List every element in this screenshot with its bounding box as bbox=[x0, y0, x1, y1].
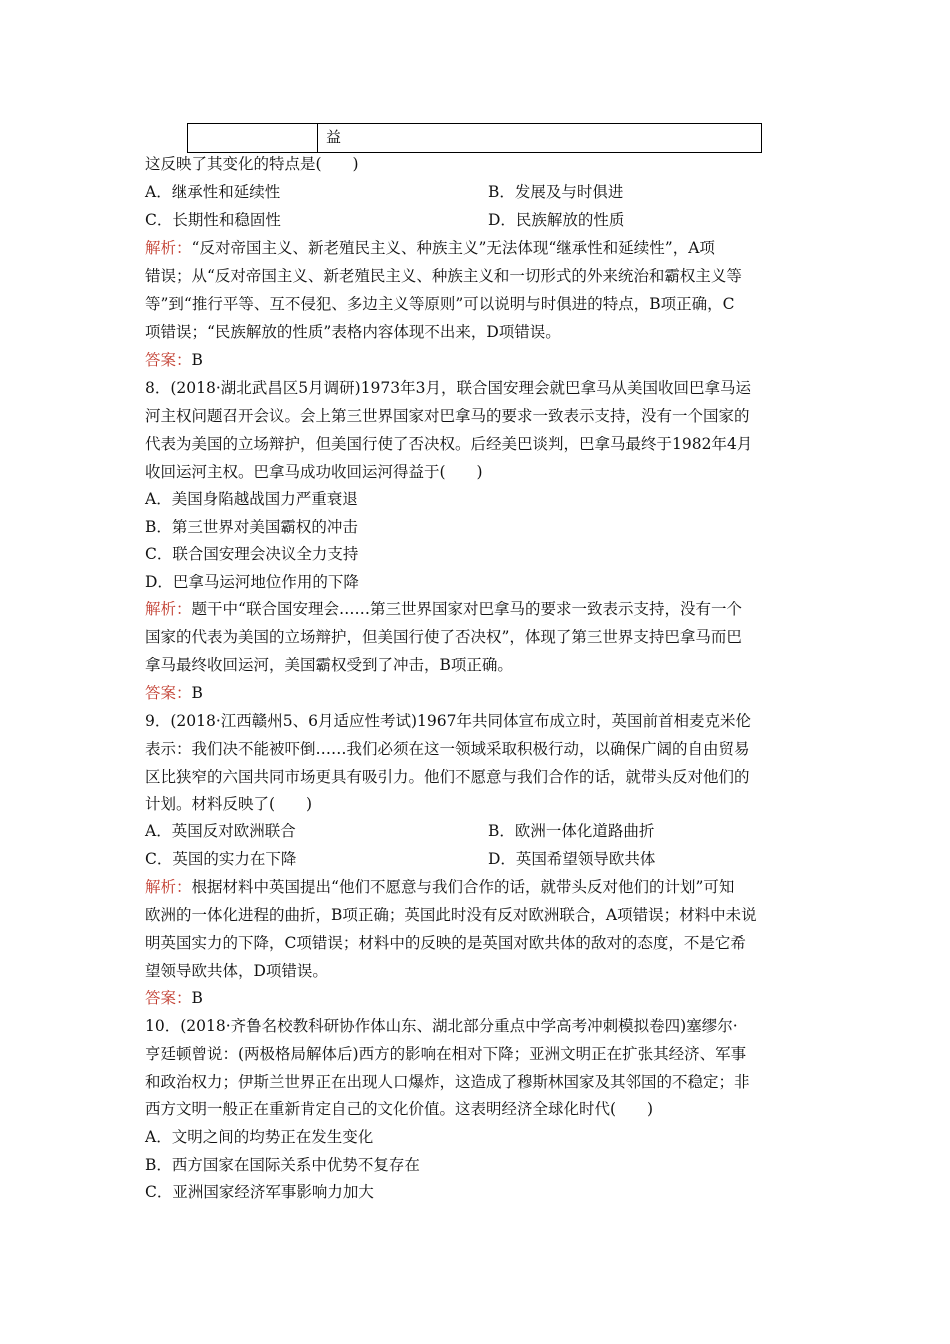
q8-stem-line-1: 8．(2018·湖北武昌区5月调研)1973年3月，联合国安理会就巴拿马从美国收回巴拿马运 bbox=[145, 379, 752, 397]
q7-options-row-1 bbox=[145, 182, 810, 202]
q8-stem-line-3: 代表为美国的立场辩护，但美国行使了否决权。后经美巴谈判，巴拿马最终于1982年4月 bbox=[145, 435, 753, 453]
q8-answer-label: 答案： bbox=[145, 684, 192, 702]
q9-stem-line-2: 表示：我们决不能被吓倒……我们必须在这一领域采取积极行动，以确保广阔的自由贸易 bbox=[145, 740, 750, 758]
q7-analysis-line-4: 项错误；“民族解放的性质”表格内容体现不出来，D项错误。 bbox=[145, 323, 561, 341]
table-cell-right: 益 bbox=[326, 128, 342, 146]
q10-option-c: C．亚洲国家经济军事影响力加大 bbox=[145, 1183, 374, 1201]
q7-analysis-label: 解析： bbox=[145, 239, 192, 257]
q7-option-b: B．发展及与时俱进 bbox=[488, 183, 624, 201]
q8-option-c: C．联合国安理会决议全力支持 bbox=[145, 545, 359, 563]
q7-option-c: C．长期性和稳固性 bbox=[145, 211, 281, 229]
q10-stem-line-1: 10．(2018·齐鲁名校教科研协作体山东、湖北部分重点中学高考冲刺模拟卷四)塞缪尔· bbox=[145, 1017, 738, 1035]
q8-stem-line-2: 河主权问题召开会议。会上第三世界国家对巴拿马的要求一致表示支持，没有一个国家的 bbox=[145, 407, 750, 425]
q10-option-b: B．西方国家在国际关系中优势不复存在 bbox=[145, 1156, 420, 1174]
q8-option-b: B．第三世界对美国霸权的冲击 bbox=[145, 518, 358, 536]
q9-option-b: B．欧洲一体化道路曲折 bbox=[488, 822, 655, 840]
q10-stem-line-2: 亨廷顿曾说：(两极格局解体后)西方的影响在相对下降；亚洲文明正在扩张其经济、军事 bbox=[145, 1045, 747, 1063]
q7-answer-value: B bbox=[191, 351, 203, 369]
q9-analysis-line-1 bbox=[145, 877, 810, 897]
q7-analysis-text-1: “反对帝国主义、新老殖民主义、种族主义”无法体现“继承性和延续性”，A项 bbox=[191, 239, 715, 257]
q7-answer-label: 答案： bbox=[145, 351, 192, 369]
q9-answer-value: B bbox=[191, 989, 203, 1007]
q7-stem-end: 这反映了其变化的特点是( ) bbox=[145, 155, 359, 173]
q9-stem-line-3: 区比狭窄的六国共同市场更具有吸引力。他们不愿意与我们合作的话，就带头反对他们的 bbox=[145, 768, 750, 786]
q8-stem-line-4: 收回运河主权。巴拿马成功收回运河得益于( ) bbox=[145, 463, 483, 481]
q9-analysis-label: 解析： bbox=[145, 878, 192, 896]
q9-option-c: C．英国的实力在下降 bbox=[145, 850, 297, 868]
q9-analysis-line-4: 望领导欧共体，D项错误。 bbox=[145, 962, 328, 980]
q9-option-d: D．英国希望领导欧共体 bbox=[488, 850, 656, 868]
q10-stem-line-3: 和政治权力；伊斯兰世界正在出现人口爆炸，这造成了穆斯林国家及其邻国的不稳定；非 bbox=[145, 1073, 750, 1091]
q9-answer bbox=[145, 988, 810, 1008]
q8-analysis-text-1: 题干中“联合国安理会……第三世界国家对巴拿马的要求一致表示支持，没有一个 bbox=[191, 600, 742, 618]
q9-analysis-text-1: 根据材料中英国提出“他们不愿意与我们合作的话，就带头反对他们的计划”可知 bbox=[191, 878, 735, 896]
q8-analysis-label: 解析： bbox=[145, 600, 192, 618]
q9-option-a: A．英国反对欧洲联合 bbox=[145, 822, 296, 840]
q8-analysis-line-1 bbox=[145, 599, 810, 619]
q8-option-a: A．美国身陷越战国力严重衰退 bbox=[145, 490, 358, 508]
q8-answer-value: B bbox=[191, 684, 203, 702]
q9-analysis-line-3: 明英国实力的下降，C项错误；材料中的反映的是英国对欧共体的敌对的态度，不是它希 bbox=[145, 934, 746, 952]
q8-option-d: D．巴拿马运河地位作用的下降 bbox=[145, 573, 359, 591]
q9-answer-label: 答案： bbox=[145, 989, 192, 1007]
q9-options-row-2 bbox=[145, 849, 810, 869]
q8-analysis-line-3: 拿马最终收回运河，美国霸权受到了冲击，B项正确。 bbox=[145, 656, 513, 674]
q8-answer bbox=[145, 683, 810, 703]
q10-stem-line-4: 西方文明一般正在重新肯定自己的文化价值。这表明经济全球化时代( ) bbox=[145, 1100, 654, 1118]
q7-answer bbox=[145, 350, 810, 370]
q7-analysis-line-3: 等”到“推行平等、互不侵犯、多边主义等原则”可以说明与时俱进的特点，B项正确，C bbox=[145, 295, 735, 313]
q9-options-row-1 bbox=[145, 821, 810, 841]
q7-analysis-line-1 bbox=[145, 238, 810, 258]
table-cell-left bbox=[188, 124, 318, 152]
q9-stem-line-1: 9．(2018·江西赣州5、6月适应性考试)1967年共同体宣布成立时，英国前首相麦克米伦 bbox=[145, 712, 752, 730]
q7-option-a: A．继承性和延续性 bbox=[145, 183, 281, 201]
q10-option-a: A．文明之间的均势正在发生变化 bbox=[145, 1128, 374, 1146]
table-row-fragment bbox=[187, 123, 762, 153]
q9-stem-line-4: 计划。材料反映了( ) bbox=[145, 795, 313, 813]
q7-options-row-2 bbox=[145, 210, 810, 230]
q7-analysis-line-2: 错误；从“反对帝国主义、新老殖民主义、种族主义和一切形式的外来统治和霸权主义等 bbox=[145, 267, 742, 285]
q7-option-d: D．民族解放的性质 bbox=[488, 211, 625, 229]
q9-analysis-line-2: 欧洲的一体化进程的曲折，B项正确；英国此时没有反对欧洲联合，A项错误；材料中未说 bbox=[145, 906, 757, 924]
q8-analysis-line-2: 国家的代表为美国的立场辩护，但美国行使了否决权”，体现了第三世界支持巴拿马而巴 bbox=[145, 628, 742, 646]
